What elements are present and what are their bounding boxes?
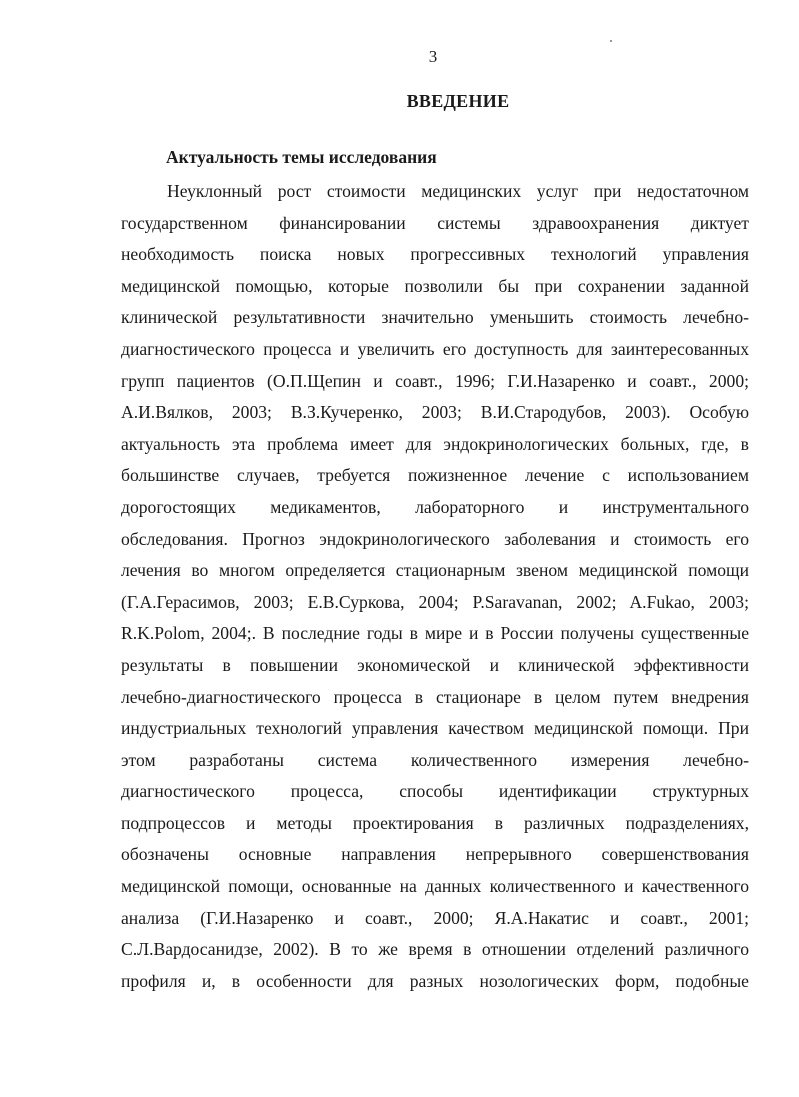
text-line: обследования. Прогноз эндокринологического заболевания и стоимость его: [121, 528, 749, 549]
text-line: А.И.Вялков, 2003; В.З.Кучеренко, 2003; В.И.Стародубов, 2003). Особую: [121, 402, 749, 423]
text-line: диагностического процесса и увеличить его доступность для заинтересованных: [121, 338, 749, 359]
text-line: анализа (Г.И.Назаренко и соавт., 2000; Я.А.Накатис и соавт., 2001;: [121, 907, 749, 928]
text-line: результаты в повышении экономической и клинической эффективности: [121, 654, 749, 675]
text-line: индустриальных технологий управления качеством медицинской помощи. При: [121, 718, 749, 739]
text-line: лечения во многом определяется стационарным звеном медицинской помощи: [121, 560, 749, 581]
text-line: клинической результативности значительно уменьшить стоимость лечебно-: [121, 307, 749, 328]
text-line: R.K.Polom, 2004;. В последние годы в мире и в России получены существенные: [121, 623, 749, 644]
text-line: (Г.А.Герасимов, 2003; Е.В.Суркова, 2004; P.Saravanan, 2002; A.Fukao, 2003;: [121, 591, 749, 612]
text-line: этом разработаны система количественного измерения лечебно-: [121, 749, 749, 770]
page-number: 3: [428, 47, 438, 66]
text-line: дорогостоящих медикаментов, лабораторного и инструментального: [121, 496, 749, 517]
text-line: профиля и, в особенности для разных нозологических форм, подобные: [121, 970, 749, 991]
text-line: актуальность эта проблема имеет для эндокринологических больных, где, в: [121, 433, 749, 454]
text-line: диагностического процесса, способы идентификации структурных: [121, 781, 749, 802]
text-line: лечебно-диагностического процесса в стационаре в целом путем внедрения: [121, 686, 749, 707]
text-line: групп пациентов (О.П.Щепин и соавт., 1996; Г.И.Назаренко и соавт., 2000;: [121, 370, 749, 391]
text-line: необходимость поиска новых прогрессивных технологий управления: [121, 244, 749, 265]
text-line: С.Л.Вардосанидзе, 2002). В то же время в отношении отделений различного: [121, 939, 749, 960]
text-line: подпроцессов и методы проектирования в различных подразделениях,: [121, 812, 749, 833]
text-line: большинстве случаев, требуется пожизненное лечение с использованием: [121, 465, 749, 486]
text-line: Неуклонный рост стоимости медицинских услуг при недостаточном: [167, 181, 749, 201]
text-line: медицинской помощью, которые позволили бы при сохранении заданной: [121, 275, 749, 296]
text-line: государственном финансировании системы здравоохранения диктует: [121, 212, 749, 233]
text-line: медицинской помощи, основанные на данных количественного и качественного: [121, 876, 749, 897]
page-title: ВВЕДЕНИЕ: [406, 91, 510, 111]
text-line: обозначены основные направления непрерывного совершенствования: [121, 844, 749, 865]
scan-speck: [610, 40, 612, 42]
body-paragraph: [121, 176, 749, 997]
section-heading: Актуальность темы исследования: [166, 147, 437, 167]
